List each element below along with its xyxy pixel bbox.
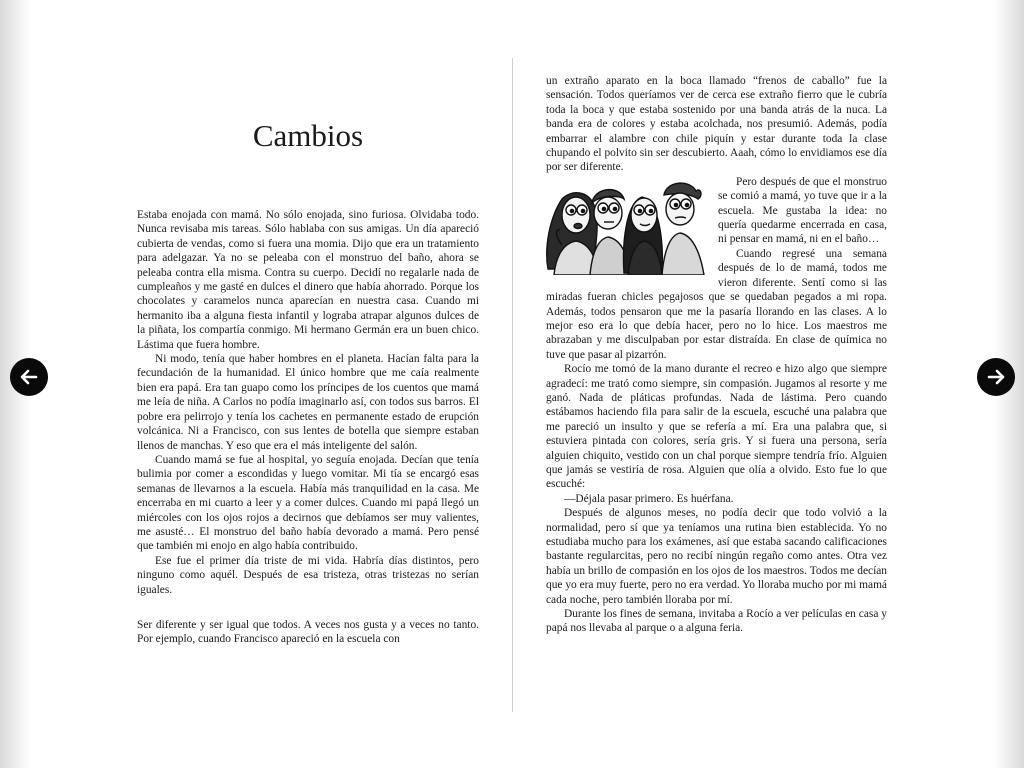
left-page	[137, 0, 479, 768]
dialogue-line: —Déjala pasar primero. Es huérfana.	[564, 492, 734, 505]
arrow-right-icon	[985, 366, 1007, 388]
right-page	[546, 0, 887, 768]
paragraph: Cuando regresé una semana después de lo de mamá, todos me vieron diferente. Sentí como si las miradas fueran chicles pegajosos que se quedaban pegados a mi ropa. Además, todos pensaron que me la pasaría llorando en las clases. A lo mejor eso era lo que debía hacer, pero no lo hice. Los maestros me abrazaban y me disculpaban por estar distraída. En clase de química no tuve que pasar al pizarrón.	[546, 247, 887, 361]
paragraph: Después de algunos meses, no podía decir que todo volvió a la normalidad, pero sí que ya teníamos una rutina bien establecida. Yo no estudiaba mucho para los exámenes, así que estaba sacando calificaciones bastante regularcitas, pero no recibí ningún regaño como antes. Otra vez había un brillo de compasión en los ojos de los maestros. Todos me decían que yo era muy fuerte, pero no era verdad. Yo lloraba mucho por mi mamá cada noche, pero también lloraba por mí.	[546, 507, 887, 606]
paragraph: un extraño aparato en la boca llamado “frenos de caballo” fue la sensación. Todos queríamos ver de cerca ese extraño fierro que le cubría toda la boca y que estaba sostenido por una banda atrás de la nuca. La banda era de colores y estaba acolchada, nos presumió. Además, podía embarrar el alambre con chile piquín y estar durante toda la clase chupando el polvito sin ser descubierto. Aaah, cómo lo envidiamos ese día por ser diferente.	[546, 75, 887, 174]
paragraph: Ni modo, tenía que haber hombres en el planeta. Hacían falta para la fecundación de la humanidad. El único hombre que me caía realmente bien era papá. Era tan guapo como los príncipes de los cuentos que mamá me leía de niña. A Carlos no podía imaginarlo así, con todos sus barros. El pobre era pelirrojo y tenía los cachetes en permanente estado de erupción volcánica. Ni a Francisco, con sus lentes de botella que siempre estaban llenos de manchas. Y eso que era el más inteligente del salón.	[137, 353, 479, 452]
paragraph: Rocío me tomó de la mano durante el recreo e hizo algo que siempre agradecí: me trató como siempre, sin compasión. Jugamos al resorte y me ganó. Nada de pláticas profundas. Nada de lástima. Pero cuando estábamos haciendo fila para salir de la escuela, escuché una palabra que me pareció un insulto y que se refería a mí. Era una palabra que, si estuviera pintada con colores, sería gris. Y si fuera una persona, sería alguien chiquito, vestido con un chal porque siempre tendría frío. Alguien que jamás se vestiría de rosa. Alguien que olía a olvido. Esto fue lo que escuché:	[546, 363, 887, 491]
chapter-title: Cambios	[252, 118, 364, 153]
book-spine	[512, 58, 513, 712]
paragraph: Pero después de que el monstruo se comió a mamá, yo tuve que ir a la escuela. Me gustaba la idea: no quería quedarme encerrada en casa, ni pensar en mamá, ni en el baño…	[718, 175, 887, 246]
next-page-button[interactable]	[977, 358, 1015, 396]
paragraph: Ser diferente y ser igual que todos. A veces nos gusta y a veces no tanto. Por ejemplo, cuando Francisco apareció en la escuela con	[137, 618, 479, 646]
paragraph: Cuando mamá se fue al hospital, yo seguía enojada. Decían que tenía bulimia por comer a escondidas y luego vomitar. Mi tía se encargó esas semanas de llevarnos a la escuela. Había más tranquilidad en la casa. Me encerraba en mi cuarto a leer y a comer dulces. Cuando mi papá llegó un miércoles con los ojos rojos a decirnos que debíamos ser muy valientes, me asusté… El monstruo del baño había devorado a mamá. Pero pensé que también mi enojo en algo había contribuido.	[137, 453, 479, 553]
previous-page-button[interactable]	[10, 358, 48, 396]
paragraph: Ese fue el primer día triste de mi vida. Habría días distintos, pero ninguno como aquél. Después de esa tristeza, otras tristezas no serían iguales.	[137, 554, 479, 596]
section-break	[137, 597, 479, 618]
left-page-text	[137, 208, 479, 647]
right-page-text	[546, 74, 887, 636]
arrow-left-icon	[18, 366, 40, 388]
paragraph: Durante los fines de semana, invitaba a Rocío a ver películas en casa y papá nos llevaba al parque o a alguna feria.	[546, 608, 887, 635]
kids-illustration-icon	[540, 177, 712, 275]
paragraph: Estaba enojada con mamá. No sólo enojada, sino furiosa. Olvidaba todo. Nunca revisaba mis tareas. Sólo hablaba con sus amigas. Un día apareció cubierta de vendas, como si fuera una momia. Dijo que era un tratamiento para adelgazar. Ya no se peleaba con el monstruo del baño, ahora se peleaba contra ella misma. Contra su cuerpo. Decidí no regalarle nada de cumpleaños y me gasté en dulces el dinero que había ahorrado. Porque los chocolates y caramelos nunca aparecían en nuestra casa. Cuando mi hermanito iba a alguna fiesta infantil y lograba atrapar algunos dulces de la piñata, los compartía conmigo. Mi hermano Germán era un buen chico. Lástima que fuera hombre.	[137, 209, 479, 351]
